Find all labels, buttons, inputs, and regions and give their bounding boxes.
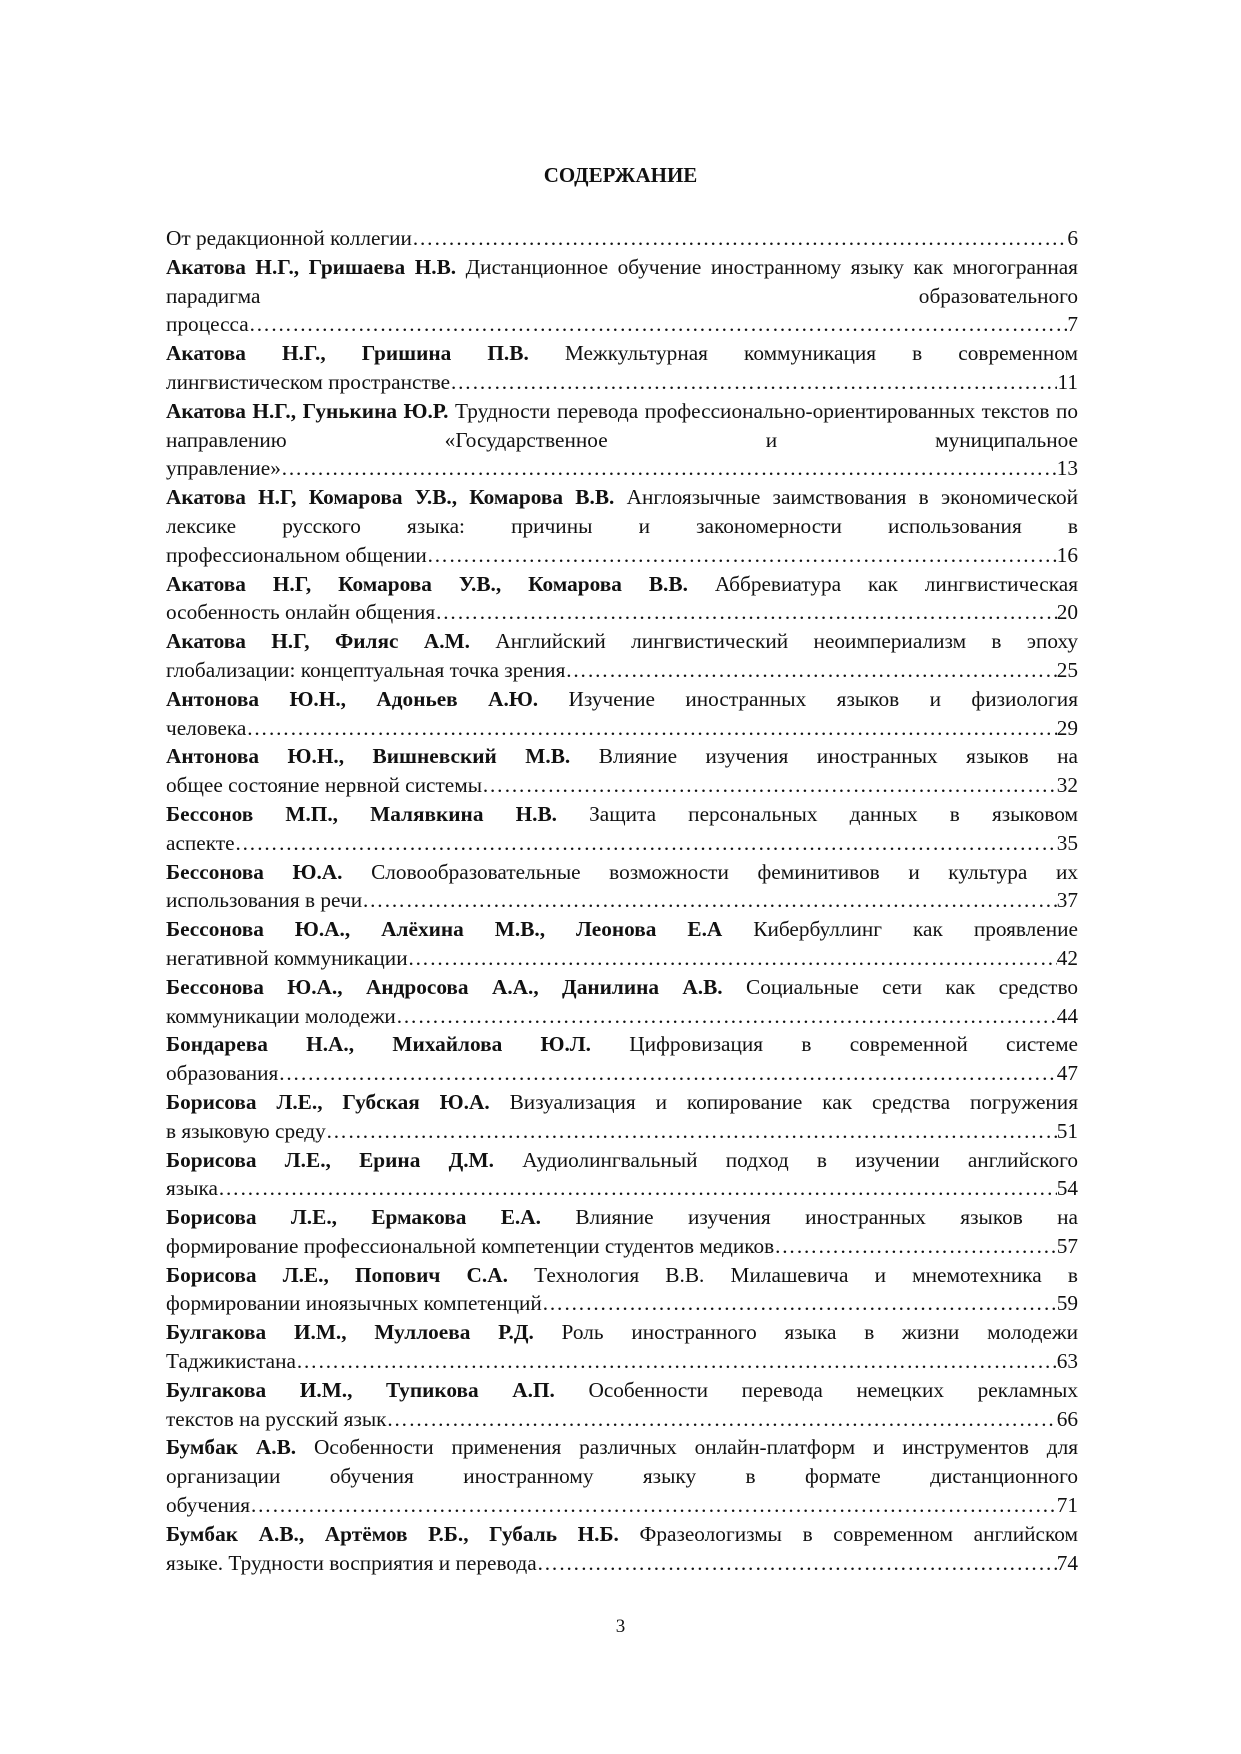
toc-entry-authors: Бессонова Ю.А., Андросова А.А., Данилина А.В.	[166, 974, 723, 999]
toc-entry[interactable]	[166, 685, 1078, 743]
toc-entry-leader-line	[166, 1174, 1078, 1203]
toc-entry-heading	[166, 253, 1078, 311]
toc-entry-title: Влияние изучения иностранных языков на	[570, 744, 1079, 769]
toc-entry-heading	[166, 1088, 1078, 1117]
toc-entry-title: Особенности перевода немецких рекламных	[554, 1377, 1078, 1402]
toc-entry-heading	[166, 1376, 1078, 1405]
toc-entry-page: 54	[1056, 1176, 1078, 1201]
toc-entry-heading	[166, 1520, 1078, 1549]
toc-entry-page: 47	[1056, 1061, 1078, 1086]
toc-entry-title: Цифровизация в современной системе	[591, 1032, 1078, 1057]
toc-entry-title-end: профессиональном общении	[166, 542, 427, 567]
toc-entry-page: 44	[1056, 1003, 1078, 1028]
toc-entry-authors: Бессонов М.П., Малявкина Н.В.	[166, 801, 558, 826]
dot-leader	[435, 598, 1056, 627]
toc-entry-heading	[166, 627, 1078, 656]
toc-entry[interactable]	[166, 627, 1078, 685]
toc-entry-leader-line	[166, 541, 1078, 570]
toc-entry-title-end: общее состояние нервной системы	[166, 773, 483, 798]
toc-entry-leader-line	[166, 944, 1078, 973]
toc-entry[interactable]	[166, 800, 1078, 858]
toc-entry[interactable]	[166, 1203, 1078, 1261]
toc-entry-page: 32	[1056, 773, 1078, 798]
toc-entry-leader-line	[166, 1347, 1078, 1376]
toc-entry-page: 29	[1056, 715, 1078, 740]
toc-entry-leader-line	[166, 1002, 1078, 1031]
toc-entry-heading	[166, 1030, 1078, 1059]
toc-entry-heading	[166, 858, 1078, 887]
toc-entry-leader-line	[166, 1549, 1078, 1578]
toc-entry[interactable]	[166, 1030, 1078, 1088]
toc-entry-title: Англоязычные заимствования в экономической лексике русского языка: причины и закономерности использования в	[166, 485, 1078, 538]
toc-entry-leader-line	[166, 714, 1078, 743]
toc-entry[interactable]	[166, 570, 1078, 628]
toc-entry-leader-line	[166, 1405, 1078, 1434]
dot-leader	[408, 944, 1057, 973]
toc-entry-heading	[166, 800, 1078, 829]
toc-entry-title-end: лингвистическом пространстве	[166, 369, 451, 394]
toc-entry-heading	[166, 339, 1078, 368]
dot-leader	[296, 1347, 1057, 1376]
toc-entry-title: Изучение иностранных языков и физиология	[538, 686, 1078, 711]
toc-entry-heading	[166, 1261, 1078, 1290]
dot-leader	[235, 829, 1057, 858]
toc-entry-authors: Бессонова Ю.А., Алёхина М.В., Леонова Е.А	[166, 917, 723, 942]
toc-entry-heading	[166, 1433, 1078, 1491]
dot-leader	[281, 454, 1057, 483]
toc-entry-heading	[166, 1318, 1078, 1347]
toc-entry-authors: Антонова Ю.Н., Вишневский М.В.	[166, 744, 571, 769]
page-number: 3	[615, 1616, 626, 1637]
toc-entry[interactable]	[166, 1261, 1078, 1319]
toc-entry-page: 42	[1056, 945, 1078, 970]
toc-entry-title: Кибербуллинг как проявление	[722, 917, 1079, 942]
toc-entry-title: Словообразовательные возможности феминитивов и культура их	[342, 859, 1079, 884]
toc-entry-authors: Борисова Л.Е., Попович С.А.	[166, 1262, 508, 1287]
toc-entry-title-end: негативной коммуникации	[166, 945, 408, 970]
toc-entry-page: 57	[1056, 1233, 1078, 1258]
toc-entry-page: 25	[1056, 657, 1078, 682]
toc-entry-authors: Булгакова И.М., Муллоева Р.Д.	[166, 1320, 534, 1345]
toc-entry-page: 20	[1056, 600, 1078, 625]
toc-entry-authors: Борисова Л.Е., Ерина Д.М.	[166, 1147, 494, 1172]
toc-entry-authors: Антонова Ю.Н., Адоньев А.Ю.	[166, 686, 539, 711]
toc-entry-authors: Булгакова И.М., Тупикова А.П.	[166, 1377, 555, 1402]
toc-entry[interactable]	[166, 1376, 1078, 1434]
toc-entry-title: Английский лингвистический неоимпериализм в эпоху	[469, 629, 1078, 654]
toc-entry-leader-line	[166, 454, 1078, 483]
toc-entry-authors: Борисова Л.Е., Губская Ю.А.	[166, 1089, 490, 1114]
toc-entry-authors: Бумбак А.В., Артёмов Р.Б., Губаль Н.Б.	[166, 1521, 619, 1546]
toc-entry[interactable]	[166, 973, 1078, 1031]
toc-entry-title: Аббревиатура как лингвистическая	[687, 571, 1078, 596]
toc-entry-leader-line	[166, 224, 1078, 253]
toc-entry-heading	[166, 742, 1078, 771]
toc-entry-page: 66	[1056, 1406, 1078, 1431]
toc-entry-title: Технология В.В. Милашевича и мнемотехника в	[507, 1262, 1078, 1287]
toc-entry-title: Межкультурная коммуникация в современном	[528, 341, 1078, 366]
toc-entry-leader-line	[166, 656, 1078, 685]
toc-entry-page: 37	[1056, 888, 1078, 913]
toc-entry-title-end: обучения	[166, 1493, 251, 1518]
toc-entry-title-end: формировании иноязычных компетенций	[166, 1291, 542, 1316]
toc-entry-leader-line	[166, 829, 1078, 858]
toc-entry-title-end: формирование профессиональной компетенции студентов медиков	[166, 1233, 775, 1258]
toc-entry-leader-line	[166, 1059, 1078, 1088]
dot-leader	[246, 714, 1056, 743]
toc-entry-title-end: управление»	[166, 456, 281, 481]
toc-entry-title: Аудиолингвальный подход в изучении английского	[493, 1147, 1078, 1172]
toc-entry-title-end: языка	[166, 1176, 218, 1201]
toc-entry-leader-line	[166, 368, 1078, 397]
toc-entry-leader-line	[166, 1117, 1078, 1146]
toc-entry-authors: Акатова Н.Г., Гришина П.В.	[166, 341, 529, 366]
toc-entry-authors: Бондарева Н.А., Михайлова Ю.Л.	[166, 1032, 592, 1057]
toc-entry-title-end: человека	[166, 715, 247, 740]
toc-entry-title: Роль иностранного языка в жизни молодежи	[533, 1320, 1078, 1345]
toc-entry[interactable]	[166, 339, 1078, 397]
toc-entry[interactable]	[166, 858, 1078, 916]
toc-entry-title-end: образования	[166, 1061, 279, 1086]
toc-entry[interactable]	[166, 224, 1078, 253]
toc-entry-leader-line	[166, 1289, 1078, 1318]
toc-entry-title: Визуализация и копирование как средства погружения	[489, 1089, 1078, 1114]
toc-entry-page: 13	[1056, 456, 1078, 481]
dot-leader	[396, 1002, 1057, 1031]
toc-entry-authors: Бумбак А.В.	[166, 1435, 297, 1460]
dot-leader	[362, 886, 1057, 915]
dot-leader	[774, 1232, 1057, 1261]
toc-entry-authors: Акатова Н.Г., Гунькина Ю.Р.	[166, 398, 449, 423]
toc-entry-authors: Борисова Л.Е., Ермакова Е.А.	[166, 1205, 541, 1230]
dot-leader	[542, 1289, 1057, 1318]
toc-entry-title-end: коммуникации молодежи	[166, 1003, 396, 1028]
toc-entry-title-end: аспекте	[166, 830, 235, 855]
toc-entry-leader-line	[166, 598, 1078, 627]
toc-entry-leader-line	[166, 1232, 1078, 1261]
toc-entry-authors: Акатова Н.Г., Гришаева Н.В.	[166, 254, 457, 279]
toc-entry-page: 6	[1067, 226, 1078, 250]
toc-entry[interactable]	[166, 483, 1078, 569]
toc-entry-title: Фразеологизмы в современном английском	[618, 1521, 1078, 1546]
toc-entry-heading	[166, 1203, 1078, 1232]
toc-entry-authors: Акатова Н.Г, Комарова У.В., Комарова В.В.	[166, 485, 615, 510]
toc-entry-authors: Акатова Н.Г, Филяс А.М.	[166, 629, 470, 654]
toc-entry-title-end: Таджикистана	[166, 1349, 296, 1374]
toc-entry-heading	[166, 685, 1078, 714]
toc-entry-heading	[166, 1146, 1078, 1175]
toc-entry-heading	[166, 483, 1078, 541]
toc-entry-title-end: особенность онлайн общения	[166, 600, 436, 625]
dot-leader	[450, 368, 1057, 397]
toc-entry-page: 74	[1056, 1550, 1078, 1575]
toc-entry-leader-line	[166, 771, 1078, 800]
dot-leader	[482, 771, 1057, 800]
toc-entry-authors: Бессонова Ю.А.	[166, 859, 343, 884]
toc-entry-heading	[166, 397, 1078, 455]
toc-entry-page: 11	[1057, 369, 1078, 394]
toc-entry-page: 51	[1056, 1118, 1078, 1143]
dot-leader	[565, 656, 1056, 685]
toc-entry-heading	[166, 973, 1078, 1002]
page-title: СОДЕРЖАНИЕ	[543, 163, 698, 187]
toc-entry-page: 7	[1067, 312, 1078, 337]
toc-entry[interactable]	[166, 397, 1078, 483]
dot-leader	[412, 224, 1067, 253]
toc-entry-heading	[166, 915, 1078, 944]
toc-entry-page: 71	[1056, 1493, 1078, 1518]
toc-entry-title: Дистанционное обучение иностранному языку как многогранная парадигма образовательного	[166, 254, 1078, 308]
toc-entry-leader-line	[166, 886, 1078, 915]
dot-leader	[537, 1549, 1057, 1578]
toc-entry-page: 59	[1056, 1291, 1078, 1316]
toc-entry[interactable]	[166, 253, 1078, 339]
toc-entry[interactable]	[166, 915, 1078, 973]
toc-entry[interactable]	[166, 1433, 1078, 1519]
dot-leader	[249, 310, 1068, 339]
toc-entry-leader-line	[166, 310, 1078, 339]
toc-entry-title-end: процесса	[166, 312, 249, 337]
toc-entry-heading	[166, 570, 1078, 599]
toc-entry-title: Защита персональных данных в языковом	[557, 801, 1079, 826]
toc-entry[interactable]	[166, 1088, 1078, 1146]
dot-leader	[278, 1059, 1056, 1088]
toc-entry-page: 35	[1056, 830, 1078, 855]
toc-entry-title: Особенности применения различных онлайн-платформ и инструментов для организации обучения иностранному языку в формате дистанционного	[166, 1435, 1078, 1489]
toc-entry-title-end: языке. Трудности восприятия и перевода	[166, 1550, 537, 1575]
toc-entry-authors: Акатова Н.Г, Комарова У.В., Комарова В.В.	[166, 571, 688, 596]
toc-entry[interactable]	[166, 1146, 1078, 1204]
dot-leader	[427, 541, 1057, 570]
toc-entry-leader-line	[166, 1491, 1078, 1520]
toc-entry-title-end: От редакционной коллегии	[166, 226, 412, 250]
toc-entry[interactable]	[166, 1520, 1078, 1578]
toc-entry-title: Влияние изучения иностранных языков на	[540, 1205, 1079, 1230]
table-of-contents	[166, 224, 1078, 1577]
toc-entry-title-end: текстов на русский язык	[166, 1406, 387, 1431]
dot-leader	[218, 1174, 1057, 1203]
toc-entry-page: 63	[1056, 1349, 1078, 1374]
toc-entry-page: 16	[1056, 542, 1078, 567]
dot-leader	[387, 1405, 1057, 1434]
toc-entry-title: Трудности перевода профессионально-ориентированных текстов по направлению «Государственное и муниципальное	[166, 398, 1078, 452]
toc-entry-title-end: в языковую среду	[166, 1118, 326, 1143]
toc-entry[interactable]	[166, 1318, 1078, 1376]
dot-leader	[326, 1117, 1057, 1146]
toc-entry[interactable]	[166, 742, 1078, 800]
dot-leader	[250, 1491, 1057, 1520]
toc-entry-title-end: использования в речи	[166, 888, 363, 913]
toc-entry-title: Социальные сети как средство	[722, 974, 1079, 999]
toc-entry-title-end: глобализации: концептуальная точка зрения	[166, 657, 566, 682]
